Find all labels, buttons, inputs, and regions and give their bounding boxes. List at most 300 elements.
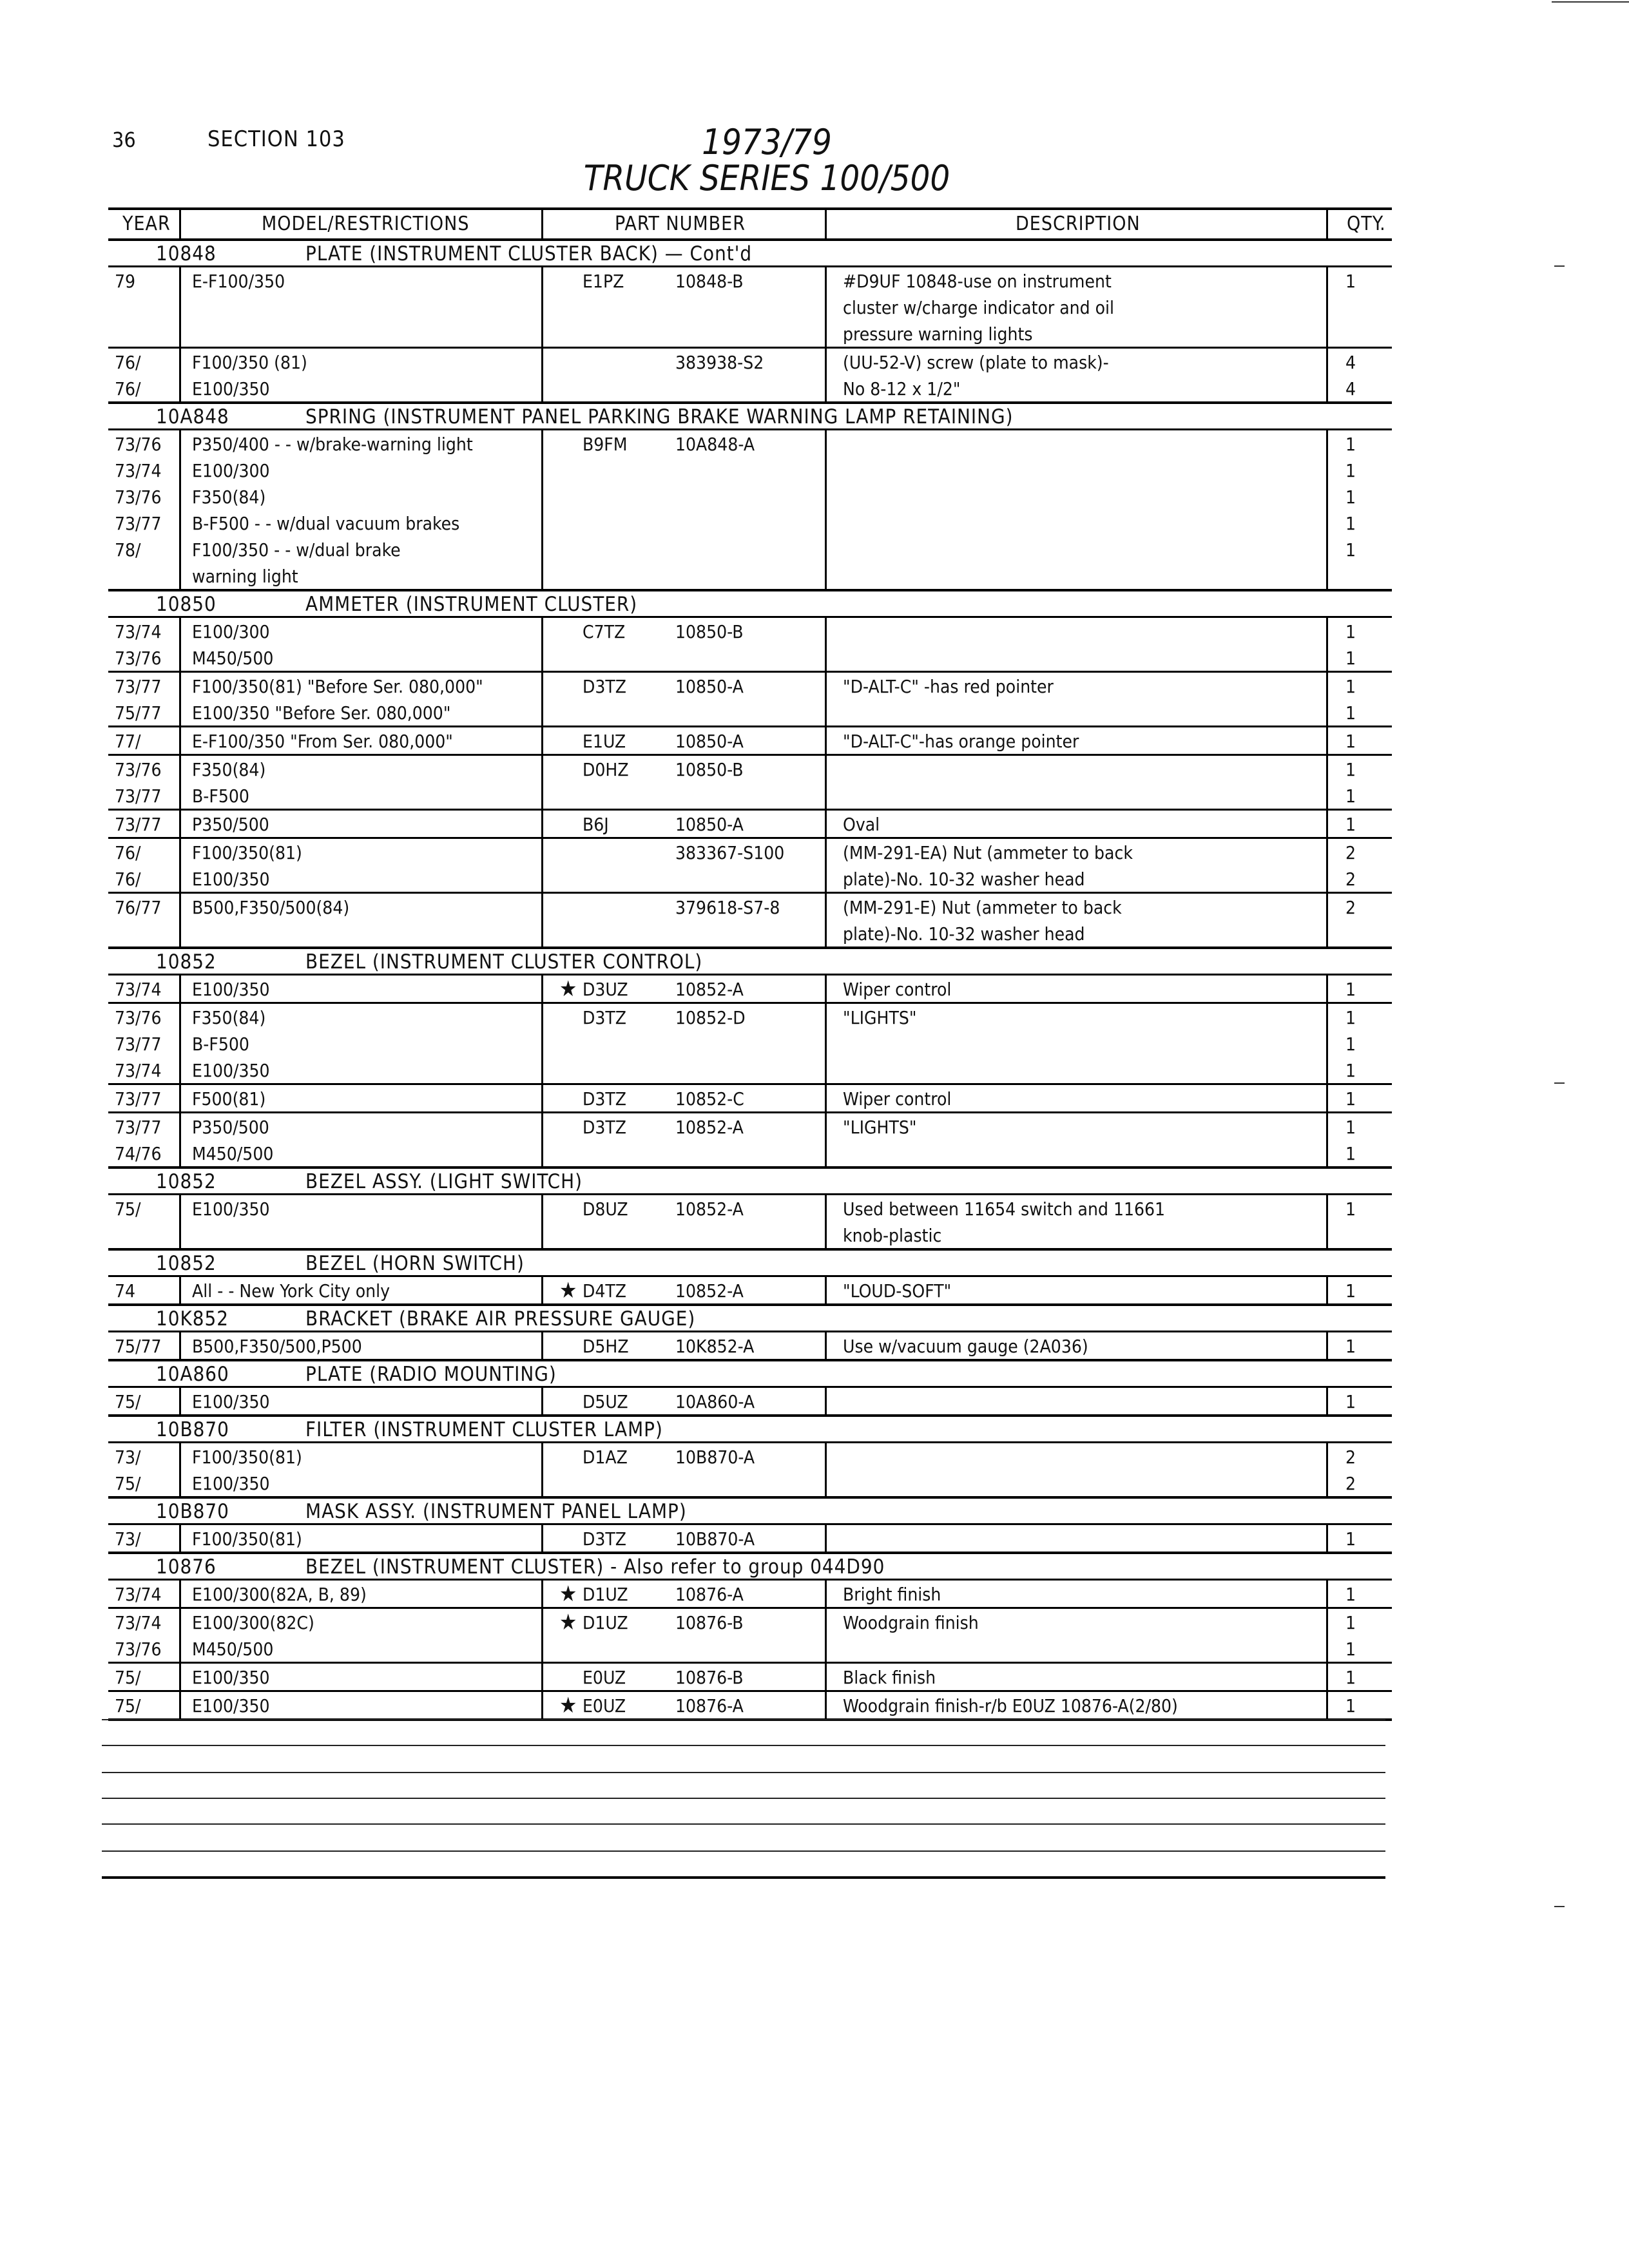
part-number: 10852-D xyxy=(675,1007,746,1028)
qty-cell: 1 xyxy=(1345,1639,1356,1660)
part-number: 10K852-A xyxy=(675,1336,755,1357)
part-prefix: B6J xyxy=(583,814,609,835)
qty-cell: 2 xyxy=(1345,897,1356,918)
part-prefix: E1UZ xyxy=(583,731,626,752)
table-row xyxy=(108,1057,1392,1085)
group-name: BEZEL (INSTRUMENT CLUSTER CONTROL) xyxy=(305,950,703,974)
group-heading xyxy=(108,1554,1392,1581)
group-heading xyxy=(108,1417,1392,1443)
description-cell: No 8-12 x 1/2" xyxy=(843,378,961,399)
table-row xyxy=(108,510,1392,536)
group-name: PLATE (INSTRUMENT CLUSTER BACK) — Cont'd xyxy=(305,242,753,265)
table-row xyxy=(108,430,1392,457)
description-cell: plate)-No. 10-32 washer head xyxy=(843,869,1085,890)
description-cell: Black finish xyxy=(843,1667,936,1688)
parts-table xyxy=(108,207,1392,1721)
column-divider xyxy=(179,210,181,238)
part-number: 10850-A xyxy=(675,676,744,697)
table-row xyxy=(108,618,1392,644)
group-rows xyxy=(108,1581,1392,1721)
model-cell: F350(84) xyxy=(192,759,266,780)
model-cell: B-F500 xyxy=(192,1033,249,1055)
part-prefix: D1UZ xyxy=(583,1584,628,1605)
part-prefix: D1UZ xyxy=(583,1612,628,1633)
group-basic-number: 10852 xyxy=(156,1170,217,1193)
table-row xyxy=(108,349,1392,375)
year-cell: 74 xyxy=(115,1280,136,1302)
description-cell: "LIGHTS" xyxy=(843,1117,917,1138)
table-row xyxy=(108,294,1392,320)
model-cell: E100/350 xyxy=(192,869,270,890)
group-heading xyxy=(108,591,1392,618)
year-cell: 76/ xyxy=(115,842,141,863)
table-row xyxy=(108,1222,1392,1248)
model-cell: B500,F350/500,P500 xyxy=(192,1336,362,1357)
model-cell: E-F100/350 "From Ser. 080,000" xyxy=(192,731,453,752)
qty-cell: 1 xyxy=(1345,1391,1356,1412)
scan-edge-mark xyxy=(1554,1906,1565,1907)
year-cell: 73/74 xyxy=(115,1584,162,1605)
group-name: MASK ASSY. (INSTRUMENT PANEL LAMP) xyxy=(305,1500,687,1523)
description-cell: Used between 11654 switch and 11661 xyxy=(843,1198,1166,1220)
part-number: 10852-C xyxy=(675,1088,744,1110)
group-heading xyxy=(108,241,1392,267)
page-number: 36 xyxy=(112,128,136,152)
qty-cell: 2 xyxy=(1345,1446,1356,1468)
table-row xyxy=(108,727,1392,756)
year-cell: 73/74 xyxy=(115,460,162,481)
description-cell: (MM-291-E) Nut (ammeter to back xyxy=(843,897,1122,918)
model-cell: F100/350(81) xyxy=(192,1446,302,1468)
year-cell: 73/76 xyxy=(115,486,162,508)
model-cell: E100/350 xyxy=(192,1391,270,1412)
table-row xyxy=(108,1277,1392,1303)
year-cell: 76/ xyxy=(115,378,141,399)
year-cell: 77/ xyxy=(115,731,141,752)
year-cell: 74/76 xyxy=(115,1143,162,1164)
scan-edge-mark xyxy=(1554,265,1565,267)
table-row xyxy=(108,1388,1392,1414)
table-header xyxy=(108,207,1392,241)
description-cell: Woodgrain finish xyxy=(843,1612,979,1633)
table-row xyxy=(108,839,1392,865)
qty-cell: 1 xyxy=(1345,1033,1356,1055)
group-heading xyxy=(108,949,1392,975)
group-basic-number: 10A848 xyxy=(156,405,229,428)
group-rows xyxy=(108,267,1392,404)
group-name: BEZEL ASSY. (LIGHT SWITCH) xyxy=(305,1170,583,1193)
blank-rule-line xyxy=(102,1798,1385,1799)
model-cell: F100/350(81) "Before Ser. 080,000" xyxy=(192,676,483,697)
model-cell: E100/350 xyxy=(192,378,270,399)
year-cell: 75/ xyxy=(115,1695,141,1716)
part-prefix: D5UZ xyxy=(583,1391,628,1412)
year-cell: 73/76 xyxy=(115,1639,162,1660)
column-divider xyxy=(1326,210,1328,238)
qty-cell: 1 xyxy=(1345,1667,1356,1688)
parts-groups xyxy=(108,241,1392,1721)
year-cell: 75/ xyxy=(115,1198,141,1220)
table-row xyxy=(108,673,1392,699)
scan-edge-mark xyxy=(1552,1,1629,3)
table-row xyxy=(108,975,1392,1004)
qty-cell: 2 xyxy=(1345,869,1356,890)
part-number: 379618-S7-8 xyxy=(675,897,780,918)
year-cell: 75/77 xyxy=(115,702,162,724)
part-number: 10852-A xyxy=(675,979,744,1000)
group-basic-number: 10852 xyxy=(156,1252,217,1275)
qty-cell: 1 xyxy=(1345,1117,1356,1138)
description-cell: pressure warning lights xyxy=(843,323,1033,345)
part-prefix: D0HZ xyxy=(583,759,629,780)
table-row xyxy=(108,699,1392,727)
qty-cell: 1 xyxy=(1345,539,1356,561)
year-cell: 76/ xyxy=(115,352,141,373)
table-row xyxy=(108,1581,1392,1609)
model-cell: E100/300 xyxy=(192,621,270,642)
blank-rule-line xyxy=(102,1745,1385,1746)
part-group xyxy=(108,1417,1392,1499)
qty-cell: 2 xyxy=(1345,1473,1356,1494)
column-header-year: YEAR xyxy=(122,213,171,235)
qty-cell: 4 xyxy=(1345,378,1356,399)
part-prefix: D3TZ xyxy=(583,676,627,697)
star-icon: ★ xyxy=(559,1581,577,1607)
model-cell: F100/350 - - w/dual brake xyxy=(192,539,401,561)
qty-cell: 1 xyxy=(1345,731,1356,752)
model-cell: E100/350 xyxy=(192,1667,270,1688)
table-row xyxy=(108,375,1392,401)
table-row xyxy=(108,1140,1392,1166)
part-prefix: E0UZ xyxy=(583,1695,626,1716)
year-cell: 73/77 xyxy=(115,1033,162,1055)
year-cell: 75/77 xyxy=(115,1336,162,1357)
qty-cell: 1 xyxy=(1345,1336,1356,1357)
table-row xyxy=(108,756,1392,782)
qty-cell: 1 xyxy=(1345,1695,1356,1716)
qty-cell: 1 xyxy=(1345,486,1356,508)
year-cell: 73/74 xyxy=(115,1612,162,1633)
model-cell: F100/350(81) xyxy=(192,1528,302,1550)
qty-cell: 1 xyxy=(1345,676,1356,697)
model-cell: M450/500 xyxy=(192,1639,274,1660)
part-number: 383938-S2 xyxy=(675,352,764,373)
table-row xyxy=(108,811,1392,839)
table-row xyxy=(108,1443,1392,1470)
table-row xyxy=(108,894,1392,920)
qty-cell: 1 xyxy=(1345,1007,1356,1028)
group-heading xyxy=(108,1251,1392,1277)
year-cell: 73/76 xyxy=(115,1007,162,1028)
model-cell: P350/500 xyxy=(192,814,269,835)
page-title-series: TRUCK SERIES 100/500 xyxy=(583,158,950,198)
qty-cell: 1 xyxy=(1345,648,1356,669)
model-cell: E100/300(82C) xyxy=(192,1612,314,1633)
part-number: 10876-B xyxy=(675,1612,744,1633)
group-name: BEZEL (HORN SWITCH) xyxy=(305,1252,525,1275)
group-rows xyxy=(108,1277,1392,1306)
model-cell: F100/350(81) xyxy=(192,842,302,863)
part-number: 10850-B xyxy=(675,759,744,780)
group-heading xyxy=(108,1499,1392,1525)
model-cell: B500,F350/500(84) xyxy=(192,897,350,918)
group-heading xyxy=(108,1306,1392,1332)
part-prefix: D1AZ xyxy=(583,1446,628,1468)
part-number: 10850-A xyxy=(675,731,744,752)
blank-rule-line xyxy=(102,1850,1385,1852)
group-rows xyxy=(108,1332,1392,1361)
table-row xyxy=(108,1664,1392,1692)
group-basic-number: 10850 xyxy=(156,593,217,616)
part-group xyxy=(108,1499,1392,1554)
column-header-description: DESCRIPTION xyxy=(1016,213,1141,235)
year-cell: 76/ xyxy=(115,869,141,890)
description-cell: knob-plastic xyxy=(843,1225,942,1246)
table-row xyxy=(108,1525,1392,1552)
blank-rule-line xyxy=(102,1719,1385,1720)
qty-cell: 1 xyxy=(1345,785,1356,807)
qty-cell: 1 xyxy=(1345,1060,1356,1081)
year-cell: 78/ xyxy=(115,539,141,561)
description-cell: Oval xyxy=(843,814,880,835)
group-basic-number: 10848 xyxy=(156,242,217,265)
table-row xyxy=(108,483,1392,510)
group-name: BEZEL (INSTRUMENT CLUSTER) - Also refer to group 044D90 xyxy=(305,1555,885,1579)
table-row xyxy=(108,920,1392,947)
description-cell: Use w/vacuum gauge (2A036) xyxy=(843,1336,1088,1357)
year-cell: 73/76 xyxy=(115,759,162,780)
description-cell: "D-ALT-C"-has orange pointer xyxy=(843,731,1079,752)
part-number: 383367-S100 xyxy=(675,842,785,863)
blank-rule-line xyxy=(102,1876,1385,1879)
group-basic-number: 10876 xyxy=(156,1555,217,1579)
table-row xyxy=(108,562,1392,589)
description-cell: Wiper control xyxy=(843,979,952,1000)
description-cell: #D9UF 10848-use on instrument xyxy=(843,271,1112,292)
year-cell: 73/74 xyxy=(115,1060,162,1081)
year-cell: 73/77 xyxy=(115,1117,162,1138)
column-divider xyxy=(825,210,827,238)
part-number: 10848-B xyxy=(675,271,744,292)
part-group xyxy=(108,1169,1392,1251)
part-number: 10B870-A xyxy=(675,1446,755,1468)
year-cell: 73/ xyxy=(115,1528,141,1550)
description-cell: Bright finish xyxy=(843,1584,941,1605)
year-cell: 73/74 xyxy=(115,979,162,1000)
table-row xyxy=(108,1609,1392,1635)
table-row xyxy=(108,1030,1392,1057)
year-cell: 75/ xyxy=(115,1667,141,1688)
scan-edge-mark xyxy=(1554,1082,1565,1084)
year-cell: 73/77 xyxy=(115,676,162,697)
group-heading xyxy=(108,1361,1392,1388)
table-row xyxy=(108,267,1392,294)
model-cell: All - - New York City only xyxy=(192,1280,390,1302)
part-prefix: B9FM xyxy=(583,434,628,455)
model-cell: E100/300 xyxy=(192,460,270,481)
part-group xyxy=(108,949,1392,1169)
qty-cell: 1 xyxy=(1345,1198,1356,1220)
page-title-years: 1973/79 xyxy=(702,122,832,162)
part-prefix: E1PZ xyxy=(583,271,624,292)
model-cell: E100/300(82A, B, 89) xyxy=(192,1584,367,1605)
table-row xyxy=(108,1470,1392,1496)
description-cell: (MM-291-EA) Nut (ammeter to back xyxy=(843,842,1133,863)
part-group xyxy=(108,1554,1392,1721)
part-number: 10852-A xyxy=(675,1198,744,1220)
description-cell: "LOUD-SOFT" xyxy=(843,1280,952,1302)
group-basic-number: 10K852 xyxy=(156,1307,229,1331)
group-heading xyxy=(108,404,1392,430)
model-cell: E100/350 xyxy=(192,1695,270,1716)
year-cell: 73/77 xyxy=(115,785,162,807)
part-group xyxy=(108,591,1392,949)
part-number: 10852-A xyxy=(675,1280,744,1302)
part-number: 10A848-A xyxy=(675,434,755,455)
qty-cell: 1 xyxy=(1345,1088,1356,1110)
part-number: 10852-A xyxy=(675,1117,744,1138)
model-cell: F500(81) xyxy=(192,1088,266,1110)
group-basic-number: 10B870 xyxy=(156,1500,229,1523)
qty-cell: 1 xyxy=(1345,1143,1356,1164)
model-cell: warning light xyxy=(192,566,298,587)
part-number: 10B870-A xyxy=(675,1528,755,1550)
description-cell: (UU-52-V) screw (plate to mask)- xyxy=(843,352,1109,373)
group-basic-number: 10852 xyxy=(156,950,217,974)
group-rows xyxy=(108,618,1392,949)
part-prefix: D3TZ xyxy=(583,1007,627,1028)
year-cell: 73/ xyxy=(115,1446,141,1468)
description-cell: "D-ALT-C" -has red pointer xyxy=(843,676,1054,697)
qty-cell: 1 xyxy=(1345,1584,1356,1605)
year-cell: 73/77 xyxy=(115,814,162,835)
description-cell: Wiper control xyxy=(843,1088,952,1110)
year-cell: 73/76 xyxy=(115,648,162,669)
qty-cell: 1 xyxy=(1345,271,1356,292)
group-rows xyxy=(108,1388,1392,1417)
model-cell: F350(84) xyxy=(192,1007,266,1028)
column-header-qty: QTY. xyxy=(1347,213,1386,235)
group-basic-number: 10A860 xyxy=(156,1363,229,1386)
model-cell: E100/350 xyxy=(192,1060,270,1081)
star-icon: ★ xyxy=(559,976,577,1002)
table-row xyxy=(108,1113,1392,1140)
year-cell: 75/ xyxy=(115,1473,141,1494)
qty-cell: 1 xyxy=(1345,460,1356,481)
model-cell: F100/350 (81) xyxy=(192,352,307,373)
table-row xyxy=(108,457,1392,483)
model-cell: B-F500 xyxy=(192,785,249,807)
qty-cell: 1 xyxy=(1345,1528,1356,1550)
description-cell: cluster w/charge indicator and oil xyxy=(843,297,1115,318)
group-name: PLATE (RADIO MOUNTING) xyxy=(305,1363,557,1386)
model-cell: B-F500 - - w/dual vacuum brakes xyxy=(192,513,460,534)
qty-cell: 2 xyxy=(1345,842,1356,863)
group-name: BRACKET (BRAKE AIR PRESSURE GAUGE) xyxy=(305,1307,696,1331)
table-row xyxy=(108,865,1392,894)
qty-cell: 1 xyxy=(1345,434,1356,455)
star-icon: ★ xyxy=(559,1278,577,1303)
model-cell: F350(84) xyxy=(192,486,266,508)
table-row xyxy=(108,1004,1392,1030)
year-cell: 79 xyxy=(115,271,136,292)
table-row xyxy=(108,1692,1392,1718)
star-icon: ★ xyxy=(559,1693,577,1718)
part-number: 10850-A xyxy=(675,814,744,835)
qty-cell: 1 xyxy=(1345,621,1356,642)
part-prefix: D3TZ xyxy=(583,1088,627,1110)
table-row xyxy=(108,1085,1392,1113)
group-rows xyxy=(108,975,1392,1169)
group-heading xyxy=(108,1169,1392,1195)
year-cell: 76/77 xyxy=(115,897,162,918)
year-cell: 73/77 xyxy=(115,513,162,534)
column-header-part-number: PART NUMBER xyxy=(615,213,746,235)
part-prefix: D5HZ xyxy=(583,1336,629,1357)
part-group xyxy=(108,1361,1392,1417)
model-cell: E-F100/350 xyxy=(192,271,285,292)
description-cell: Woodgrain finish-r/b E0UZ 10876-A(2/80) xyxy=(843,1695,1178,1716)
description-cell: "LIGHTS" xyxy=(843,1007,917,1028)
model-cell: E100/350 xyxy=(192,1198,270,1220)
model-cell: P350/400 - - w/brake-warning light xyxy=(192,434,473,455)
year-cell: 75/ xyxy=(115,1391,141,1412)
section-label: SECTION 103 xyxy=(207,126,345,152)
part-number: 10876-B xyxy=(675,1667,744,1688)
model-cell: M450/500 xyxy=(192,1143,274,1164)
table-row xyxy=(108,1195,1392,1222)
model-cell: E100/350 xyxy=(192,1473,270,1494)
blank-rule-line xyxy=(102,1823,1385,1825)
group-name: AMMETER (INSTRUMENT CLUSTER) xyxy=(305,593,638,616)
part-prefix: D3TZ xyxy=(583,1528,627,1550)
blank-rule-line xyxy=(102,1772,1385,1773)
model-cell: M450/500 xyxy=(192,648,274,669)
group-name: FILTER (INSTRUMENT CLUSTER LAMP) xyxy=(305,1418,663,1441)
part-group xyxy=(108,404,1392,591)
part-prefix: E0UZ xyxy=(583,1667,626,1688)
column-header-model: MODEL/RESTRICTIONS xyxy=(262,213,470,235)
part-prefix: D3UZ xyxy=(583,979,628,1000)
table-row xyxy=(108,320,1392,349)
model-cell: E100/350 xyxy=(192,979,270,1000)
qty-cell: 1 xyxy=(1345,814,1356,835)
qty-cell: 1 xyxy=(1345,979,1356,1000)
year-cell: 73/77 xyxy=(115,1088,162,1110)
table-row xyxy=(108,782,1392,811)
part-number: 10876-A xyxy=(675,1584,744,1605)
table-row xyxy=(108,1635,1392,1664)
part-prefix: D8UZ xyxy=(583,1198,628,1220)
year-cell: 73/74 xyxy=(115,621,162,642)
table-row xyxy=(108,536,1392,562)
qty-cell: 1 xyxy=(1345,513,1356,534)
group-rows xyxy=(108,1525,1392,1554)
part-number: 10850-B xyxy=(675,621,744,642)
part-group xyxy=(108,241,1392,404)
column-divider xyxy=(541,210,543,238)
qty-cell: 1 xyxy=(1345,1612,1356,1633)
group-rows xyxy=(108,1195,1392,1251)
group-basic-number: 10B870 xyxy=(156,1418,229,1441)
year-cell: 73/76 xyxy=(115,434,162,455)
star-icon: ★ xyxy=(559,1610,577,1635)
group-rows xyxy=(108,1443,1392,1499)
qty-cell: 1 xyxy=(1345,702,1356,724)
part-prefix: C7TZ xyxy=(583,621,626,642)
table-row xyxy=(108,644,1392,673)
part-group xyxy=(108,1306,1392,1361)
